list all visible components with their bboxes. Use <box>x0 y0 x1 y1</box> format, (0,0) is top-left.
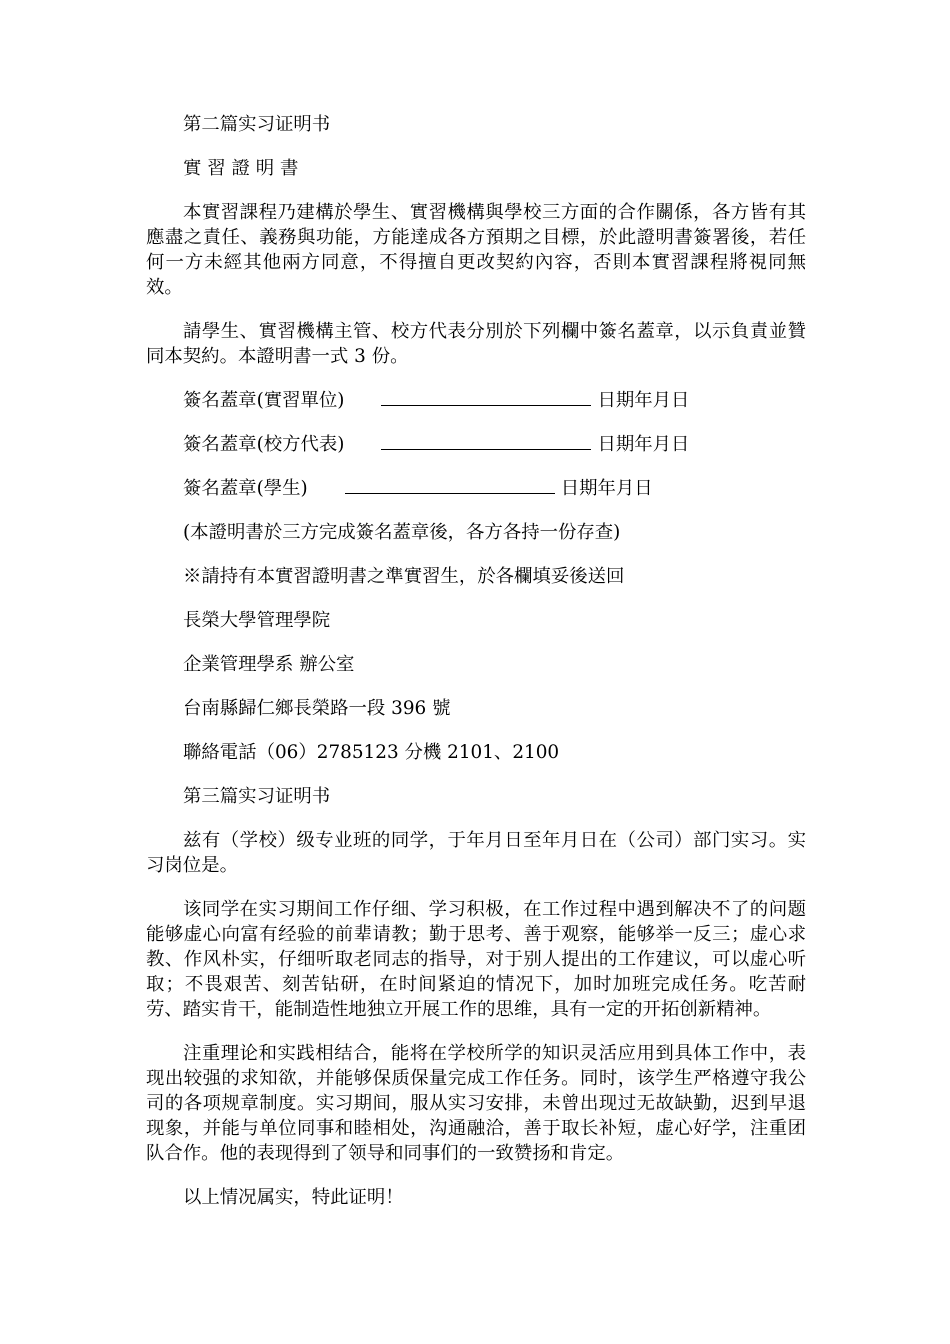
closing-statement: 以上情况属实，特此证明！ <box>183 1187 404 1208</box>
body-paragraph: 請學生、實習機構主管、校方代表分別於下列欄中簽名蓋章，以示負責並贊同本契約。本證明書一式 3 份。 <box>146 321 806 367</box>
signature-label: 簽名蓋章(實習單位) <box>183 390 345 411</box>
body-paragraph: (本證明書於三方完成簽名蓋章後，各方各持一份存查) <box>183 522 621 543</box>
signature-date: 日期年月日 <box>597 434 690 455</box>
signature-line-student <box>146 476 806 501</box>
signature-label: 簽名蓋章(學生) <box>183 478 308 499</box>
signature-date: 日期年月日 <box>597 390 690 411</box>
signature-blank <box>344 432 597 457</box>
body-paragraph: 兹有（学校）级专业班的同学，于年月日至年月日在（公司）部门实习。实习岗位是。 <box>146 830 806 876</box>
contact-institution: 長榮大學管理學院 <box>183 610 331 631</box>
contact-department: 企業管理學系 辦公室 <box>183 654 355 675</box>
document-body <box>146 112 806 1229</box>
body-paragraph: ※請持有本實習證明書之準實習生，於各欄填妥後送回 <box>183 566 625 587</box>
body-paragraph: 注重理论和实践相结合，能将在学校所学的知识灵活应用到具体工作中，表现出较强的求知欲，并能够保质保量完成工作任务。同时，该学生严格遵守我公司的各项规章制度。实习期间，服从实习安排，未曾出现过无故缺勤，迟到早退现象，并能与单位同事和睦相处，沟通融洽，善于取长补短，虚心好学，注重团队合作。他的表现得到了领导和同事们的一致赞扬和肯定。 <box>146 1043 806 1164</box>
section-heading-2: 第二篇实习证明书 <box>183 114 331 135</box>
contact-address: 台南縣歸仁鄉長榮路一段 396 號 <box>183 698 451 719</box>
body-paragraph: 该同学在实习期间工作仔细、学习积极，在工作过程中遇到解决不了的问题能够虚心向富有经验的前辈请教；勤于思考、善于观察，能够举一反三；虚心求教、作风朴实，仔细听取老同志的指导，对于别人提出的工作建议，可以虚心听取；不畏艰苦、刻苦钻研，在时间紧迫的情况下，加时加班完成任务。吃苦耐劳、踏实肯干，能制造性地独立开展工作的思维，具有一定的开拓创新精神。 <box>146 899 806 1020</box>
body-paragraph: 本實習課程乃建構於學生、實習機構與學校三方面的合作關係，各方皆有其應盡之責任、義務與功能，方能達成各方預期之目標，於此證明書簽署後，若任何一方未經其他兩方同意，不得擅自更改契約內容，否則本實習課程將視同無效。 <box>146 202 806 298</box>
signature-line-unit <box>146 388 806 413</box>
section-heading-3: 第三篇实习证明书 <box>183 786 331 807</box>
contact-phone: 聯絡電話（06）2785123 分機 2101、2100 <box>183 742 560 763</box>
certificate-title: 實 習 證 明 書 <box>183 158 299 179</box>
signature-line-school <box>146 432 806 457</box>
signature-blank <box>308 476 561 501</box>
signature-date: 日期年月日 <box>560 478 653 499</box>
signature-label: 簽名蓋章(校方代表) <box>183 434 345 455</box>
signature-blank <box>344 388 597 413</box>
